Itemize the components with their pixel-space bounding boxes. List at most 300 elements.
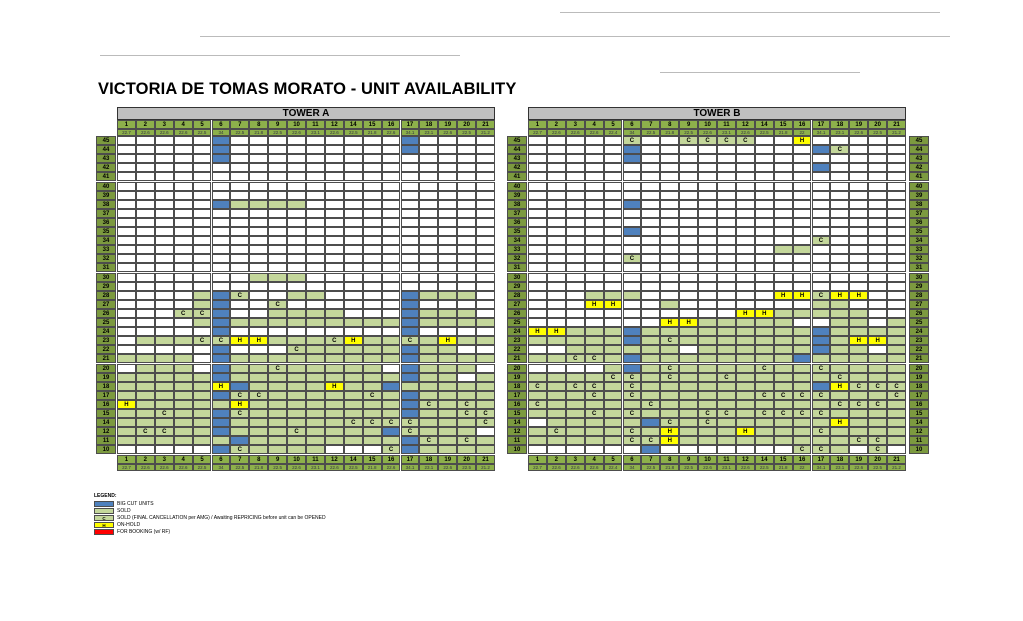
unit-cell-on-hold: H <box>249 336 268 345</box>
unit-cell-available <box>476 263 495 272</box>
legend-item <box>94 528 326 535</box>
unit-number-footer: 7 <box>641 455 660 464</box>
floor-label: 34 <box>507 236 527 245</box>
unit-area: 34.1 <box>401 464 420 471</box>
unit-cell-sold <box>344 436 363 445</box>
unit-cell-available <box>476 191 495 200</box>
unit-cell-available <box>174 145 193 154</box>
unit-area: 22.5 <box>755 464 774 471</box>
unit-cell-available <box>344 300 363 309</box>
unit-cell-sold <box>438 373 457 382</box>
unit-cell-sold <box>604 400 623 409</box>
unit-cell-sold <box>249 354 268 363</box>
unit-cell-available <box>457 245 476 254</box>
legend-swatch <box>94 508 114 514</box>
unit-cell-sold <box>528 427 547 436</box>
unit-cell-cancelled: C <box>419 436 438 445</box>
unit-cell-available <box>887 300 906 309</box>
unit-cell-sold <box>830 436 849 445</box>
unit-cell-sold <box>679 409 698 418</box>
unit-area: 22.5 <box>679 464 698 471</box>
unit-cell-available <box>793 273 812 282</box>
unit-cell-sold <box>457 427 476 436</box>
unit-cell-available <box>287 282 306 291</box>
floor-label: 17 <box>909 391 929 400</box>
unit-cell-available <box>155 145 174 154</box>
unit-cell-available <box>868 182 887 191</box>
unit-cell-available <box>736 218 755 227</box>
unit-cell-available <box>438 327 457 336</box>
unit-cell-sold <box>736 418 755 427</box>
unit-cell-sold <box>717 436 736 445</box>
unit-cell-big-cut <box>401 436 420 445</box>
unit-cell-cancelled: C <box>812 427 831 436</box>
unit-cell-big-cut <box>401 300 420 309</box>
unit-cell-available <box>419 263 438 272</box>
unit-cell-available <box>212 227 231 236</box>
unit-cell-sold <box>755 373 774 382</box>
unit-cell-available <box>793 218 812 227</box>
unit-cell-available <box>457 300 476 309</box>
unit-cell-sold <box>344 391 363 400</box>
unit-cell-available <box>382 209 401 218</box>
unit-cell-available <box>268 218 287 227</box>
unit-cell-sold <box>793 245 812 254</box>
unit-cell-sold <box>585 327 604 336</box>
unit-cell-available <box>717 309 736 318</box>
unit-cell-available <box>325 154 344 163</box>
unit-cell-available <box>457 373 476 382</box>
unit-cell-available <box>249 300 268 309</box>
unit-cell-available <box>438 163 457 172</box>
unit-cell-available <box>566 300 585 309</box>
unit-cell-available <box>155 318 174 327</box>
floor-label: 22 <box>909 345 929 354</box>
unit-cell-available <box>585 182 604 191</box>
unit-cell-available <box>476 172 495 181</box>
unit-cell-available <box>585 245 604 254</box>
floor-label: 40 <box>96 182 116 191</box>
unit-cell-available <box>306 136 325 145</box>
floor-label: 12 <box>909 427 929 436</box>
unit-cell-available <box>528 191 547 200</box>
unit-cell-sold <box>136 391 155 400</box>
unit-cell-cancelled: C <box>698 418 717 427</box>
unit-cell-cancelled: C <box>623 436 642 445</box>
unit-cell-available <box>306 200 325 209</box>
unit-cell-sold <box>679 354 698 363</box>
unit-cell-available <box>155 136 174 145</box>
unit-cell-cancelled: C <box>830 373 849 382</box>
unit-cell-available <box>306 182 325 191</box>
unit-cell-available <box>363 254 382 263</box>
unit-number-footer: 7 <box>230 455 249 464</box>
floor-label: 41 <box>507 172 527 181</box>
unit-cell-available <box>868 254 887 263</box>
unit-cell-available <box>117 282 136 291</box>
legend-swatch <box>94 501 114 507</box>
floor-label: 42 <box>507 163 527 172</box>
unit-cell-sold <box>641 382 660 391</box>
unit-cell-sold <box>193 373 212 382</box>
unit-cell-available <box>268 291 287 300</box>
unit-cell-available <box>419 172 438 181</box>
unit-cell-available <box>698 218 717 227</box>
unit-cell-available <box>717 263 736 272</box>
unit-cell-available <box>419 245 438 254</box>
unit-cell-big-cut <box>812 345 831 354</box>
unit-cell-sold <box>868 327 887 336</box>
unit-area: 22.6 <box>585 464 604 471</box>
unit-cell-available <box>382 163 401 172</box>
unit-cell-available <box>736 282 755 291</box>
unit-cell-available <box>344 291 363 300</box>
unit-cell-sold <box>287 200 306 209</box>
unit-cell-sold <box>585 373 604 382</box>
unit-cell-sold <box>476 336 495 345</box>
unit-cell-on-hold: H <box>212 382 231 391</box>
unit-cell-big-cut <box>623 364 642 373</box>
unit-cell-sold <box>287 291 306 300</box>
unit-cell-available <box>363 227 382 236</box>
unit-area: 22.5 <box>457 464 476 471</box>
unit-cell-available <box>344 172 363 181</box>
unit-cell-on-hold: H <box>830 291 849 300</box>
unit-cell-available <box>604 136 623 145</box>
unit-cell-available <box>585 145 604 154</box>
unit-cell-available <box>528 318 547 327</box>
unit-cell-available <box>325 145 344 154</box>
unit-cell-available <box>830 209 849 218</box>
unit-cell-available <box>585 263 604 272</box>
unit-cell-available <box>476 218 495 227</box>
unit-cell-available <box>249 218 268 227</box>
unit-area: 23.1 <box>419 464 438 471</box>
unit-cell-available <box>325 263 344 272</box>
unit-number-footer: 15 <box>774 455 793 464</box>
unit-cell-available <box>230 218 249 227</box>
unit-cell-available <box>174 172 193 181</box>
unit-cell-sold <box>604 391 623 400</box>
unit-cell-available <box>774 200 793 209</box>
unit-number-footer: 16 <box>382 455 401 464</box>
unit-area: 22.6 <box>849 129 868 136</box>
unit-cell-sold <box>528 354 547 363</box>
floor-label: 19 <box>909 373 929 382</box>
unit-cell-sold <box>306 291 325 300</box>
unit-cell-big-cut <box>623 336 642 345</box>
unit-cell-available <box>812 245 831 254</box>
unit-cell-available <box>641 254 660 263</box>
unit-cell-sold <box>604 427 623 436</box>
unit-cell-available <box>604 273 623 282</box>
unit-cell-available <box>849 282 868 291</box>
unit-cell-available <box>755 300 774 309</box>
unit-cell-sold <box>717 364 736 373</box>
unit-cell-available <box>457 136 476 145</box>
unit-cell-available <box>830 136 849 145</box>
unit-cell-sold <box>174 382 193 391</box>
legend-swatch: H <box>94 522 114 528</box>
unit-cell-sold <box>641 427 660 436</box>
unit-cell-available <box>136 191 155 200</box>
unit-number-header: 18 <box>830 120 849 129</box>
unit-cell-cancelled: C <box>717 373 736 382</box>
floor-label: 36 <box>909 218 929 227</box>
unit-cell-available <box>457 218 476 227</box>
unit-cell-sold <box>306 354 325 363</box>
unit-cell-sold <box>736 391 755 400</box>
unit-cell-available <box>641 182 660 191</box>
unit-cell-available <box>887 445 906 454</box>
unit-cell-cancelled: C <box>660 364 679 373</box>
unit-cell-available <box>566 273 585 282</box>
unit-cell-available <box>528 136 547 145</box>
unit-cell-available <box>230 273 249 282</box>
unit-cell-sold <box>717 391 736 400</box>
unit-cell-cancelled: C <box>623 409 642 418</box>
unit-cell-available <box>249 136 268 145</box>
unit-cell-available <box>698 163 717 172</box>
unit-cell-available <box>736 182 755 191</box>
unit-cell-available <box>136 200 155 209</box>
unit-cell-available <box>585 172 604 181</box>
unit-cell-sold <box>812 436 831 445</box>
unit-cell-available <box>457 282 476 291</box>
unit-cell-available <box>401 154 420 163</box>
unit-cell-available <box>547 236 566 245</box>
unit-cell-available <box>457 263 476 272</box>
unit-cell-available <box>268 191 287 200</box>
unit-cell-sold <box>547 373 566 382</box>
unit-cell-available <box>287 236 306 245</box>
unit-cell-sold <box>136 364 155 373</box>
unit-cell-cancelled: C <box>457 409 476 418</box>
unit-cell-available <box>136 218 155 227</box>
unit-cell-sold <box>382 318 401 327</box>
unit-area: 21.8 <box>249 464 268 471</box>
unit-cell-available <box>476 427 495 436</box>
unit-cell-sold <box>476 373 495 382</box>
unit-area: 22.5 <box>268 464 287 471</box>
unit-cell-available <box>382 136 401 145</box>
unit-cell-cancelled: C <box>830 145 849 154</box>
unit-cell-big-cut <box>623 200 642 209</box>
unit-cell-available <box>717 245 736 254</box>
floor-label: 38 <box>909 200 929 209</box>
unit-cell-available <box>755 209 774 218</box>
unit-cell-sold <box>774 245 793 254</box>
unit-cell-sold <box>887 436 906 445</box>
unit-cell-available <box>344 218 363 227</box>
unit-cell-available <box>476 282 495 291</box>
unit-cell-available <box>547 145 566 154</box>
unit-cell-sold <box>306 445 325 454</box>
unit-number-header: 3 <box>155 120 174 129</box>
unit-cell-available <box>268 245 287 254</box>
unit-cell-available <box>457 209 476 218</box>
unit-cell-available <box>306 218 325 227</box>
floor-label: 29 <box>507 282 527 291</box>
unit-number-header: 4 <box>174 120 193 129</box>
unit-cell-big-cut <box>401 354 420 363</box>
floor-label: 30 <box>909 273 929 282</box>
unit-cell-available <box>174 136 193 145</box>
unit-cell-available <box>585 236 604 245</box>
unit-cell-available <box>679 263 698 272</box>
unit-cell-available <box>755 136 774 145</box>
unit-cell-available <box>717 291 736 300</box>
unit-cell-sold <box>736 382 755 391</box>
unit-cell-available <box>679 200 698 209</box>
unit-cell-cancelled: C <box>849 436 868 445</box>
unit-number-footer: 6 <box>212 455 231 464</box>
unit-cell-available <box>212 236 231 245</box>
unit-cell-sold <box>306 427 325 436</box>
unit-area: 22.6 <box>155 464 174 471</box>
unit-area: 23.1 <box>830 464 849 471</box>
floor-label: 42 <box>96 163 116 172</box>
unit-cell-available <box>755 227 774 236</box>
unit-cell-available <box>117 218 136 227</box>
unit-cell-sold <box>438 291 457 300</box>
unit-cell-cancelled: C <box>774 391 793 400</box>
unit-number-header: 20 <box>868 120 887 129</box>
unit-cell-sold <box>679 391 698 400</box>
unit-cell-sold <box>268 436 287 445</box>
unit-cell-available <box>117 273 136 282</box>
unit-cell-available <box>438 145 457 154</box>
unit-cell-sold <box>793 373 812 382</box>
unit-cell-available <box>566 364 585 373</box>
unit-cell-available <box>812 172 831 181</box>
unit-cell-available <box>363 291 382 300</box>
unit-cell-cancelled: C <box>868 436 887 445</box>
unit-cell-available <box>830 154 849 163</box>
unit-cell-sold <box>306 418 325 427</box>
unit-cell-available <box>306 254 325 263</box>
unit-number-header: 19 <box>849 120 868 129</box>
unit-cell-available <box>230 209 249 218</box>
unit-cell-available <box>660 273 679 282</box>
unit-cell-available <box>155 191 174 200</box>
tower-title: TOWER A <box>117 107 495 120</box>
unit-cell-cancelled: C <box>476 418 495 427</box>
unit-cell-available <box>325 218 344 227</box>
unit-cell-sold <box>382 400 401 409</box>
unit-cell-sold <box>249 318 268 327</box>
unit-cell-available <box>117 327 136 336</box>
unit-cell-sold <box>812 309 831 318</box>
unit-cell-available <box>268 345 287 354</box>
unit-cell-available <box>325 254 344 263</box>
unit-number-footer: 10 <box>287 455 306 464</box>
floor-label: 25 <box>909 318 929 327</box>
unit-cell-available <box>566 282 585 291</box>
unit-cell-available <box>887 172 906 181</box>
unit-cell-available <box>325 136 344 145</box>
unit-cell-big-cut <box>401 145 420 154</box>
unit-cell-available <box>849 182 868 191</box>
unit-cell-cancelled: C <box>774 409 793 418</box>
floor-label: 30 <box>96 273 116 282</box>
unit-cell-big-cut <box>401 345 420 354</box>
unit-cell-cancelled: C <box>793 445 812 454</box>
unit-cell-sold <box>641 327 660 336</box>
unit-cell-available <box>136 327 155 336</box>
floor-label: 25 <box>96 318 116 327</box>
floor-label: 16 <box>507 400 527 409</box>
unit-cell-available <box>887 209 906 218</box>
unit-cell-sold <box>268 318 287 327</box>
unit-cell-cancelled: C <box>660 418 679 427</box>
unit-cell-available <box>287 227 306 236</box>
unit-area: 22.5 <box>344 464 363 471</box>
unit-cell-available <box>136 154 155 163</box>
unit-cell-available <box>830 282 849 291</box>
floor-label: 45 <box>96 136 116 145</box>
unit-cell-available <box>793 318 812 327</box>
unit-cell-available <box>193 191 212 200</box>
unit-cell-available <box>736 445 755 454</box>
unit-cell-sold <box>344 427 363 436</box>
floor-label: 11 <box>96 436 116 445</box>
unit-cell-available <box>306 263 325 272</box>
unit-cell-available <box>887 154 906 163</box>
unit-number-header: 2 <box>547 120 566 129</box>
unit-cell-available <box>547 273 566 282</box>
unit-cell-available <box>868 263 887 272</box>
unit-cell-available <box>155 209 174 218</box>
unit-cell-available <box>363 263 382 272</box>
unit-cell-available <box>528 163 547 172</box>
unit-cell-available <box>476 345 495 354</box>
unit-cell-sold <box>438 345 457 354</box>
unit-cell-available <box>268 163 287 172</box>
unit-cell-cancelled: C <box>585 354 604 363</box>
unit-number-footer: 19 <box>438 455 457 464</box>
unit-number-footer: 11 <box>717 455 736 464</box>
unit-cell-available <box>193 136 212 145</box>
unit-cell-available <box>849 263 868 272</box>
unit-cell-available <box>249 154 268 163</box>
unit-cell-available <box>419 236 438 245</box>
unit-cell-available <box>830 263 849 272</box>
unit-cell-available <box>325 282 344 291</box>
unit-cell-sold <box>230 373 249 382</box>
unit-cell-available <box>849 227 868 236</box>
unit-cell-available <box>117 309 136 318</box>
floor-label: 16 <box>909 400 929 409</box>
unit-number-header: 15 <box>774 120 793 129</box>
unit-cell-big-cut <box>212 354 231 363</box>
unit-cell-on-hold: H <box>117 400 136 409</box>
unit-number-header: 20 <box>457 120 476 129</box>
unit-cell-available <box>476 209 495 218</box>
unit-cell-sold <box>363 427 382 436</box>
unit-cell-sold <box>698 336 717 345</box>
unit-cell-available <box>641 136 660 145</box>
unit-cell-available <box>793 154 812 163</box>
unit-cell-available <box>249 282 268 291</box>
unit-cell-available <box>698 200 717 209</box>
unit-cell-available <box>623 172 642 181</box>
unit-area: 21.8 <box>660 129 679 136</box>
unit-area: 34.1 <box>812 129 831 136</box>
unit-cell-available <box>604 209 623 218</box>
unit-cell-available <box>736 236 755 245</box>
floor-label: 40 <box>909 182 929 191</box>
